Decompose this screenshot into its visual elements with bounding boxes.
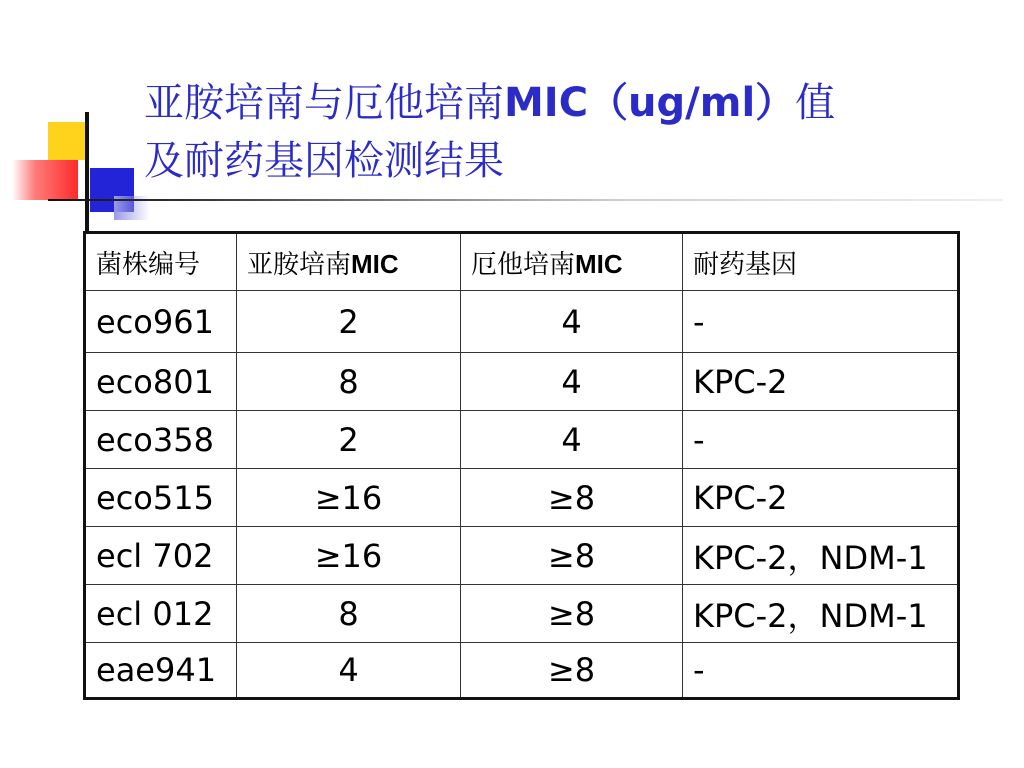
table-row xyxy=(85,469,959,527)
header-imipenem-mic: 亚胺培南MIC xyxy=(237,233,461,291)
cell-strain: eco515 xyxy=(85,469,237,527)
table-row xyxy=(85,353,959,411)
cell-strain: eco358 xyxy=(85,411,237,469)
cell-imipenem: 2 xyxy=(237,291,461,353)
table-row xyxy=(85,411,959,469)
cell-strain: eco961 xyxy=(85,291,237,353)
decorative-red-bar xyxy=(12,160,78,200)
table-row xyxy=(85,643,959,699)
cell-gene: KPC-2 xyxy=(683,353,959,411)
decorative-vertical-line xyxy=(85,112,89,232)
cell-ertapenem: ≥8 xyxy=(461,527,683,585)
title-line-1-bold: MIC（ug/ml） xyxy=(504,80,796,126)
title-underline xyxy=(48,199,1003,201)
cell-gene: - xyxy=(683,411,959,469)
cell-ertapenem: 4 xyxy=(461,353,683,411)
mic-results-table xyxy=(83,231,960,700)
header-resistance-gene: 耐药基因 xyxy=(683,233,959,291)
cell-ertapenem: ≥8 xyxy=(461,469,683,527)
cell-gene: KPC-2，NDM-1 xyxy=(683,585,959,643)
title-line-1-text: 亚胺培南与厄他培南 xyxy=(144,80,504,126)
cell-gene: KPC-2，NDM-1 xyxy=(683,527,959,585)
cell-ertapenem: ≥8 xyxy=(461,643,683,699)
cell-gene: - xyxy=(683,291,959,353)
cell-ertapenem: 4 xyxy=(461,291,683,353)
table-row xyxy=(85,291,959,353)
cell-strain: eco801 xyxy=(85,353,237,411)
cell-imipenem: 2 xyxy=(237,411,461,469)
cell-gene: KPC-2 xyxy=(683,469,959,527)
cell-ertapenem: ≥8 xyxy=(461,585,683,643)
table-row xyxy=(85,527,959,585)
title-line-2: 及耐药基因检测结果 xyxy=(144,138,504,184)
table-header-row xyxy=(85,233,959,291)
title-line-1-end: 值 xyxy=(795,80,836,126)
slide-title xyxy=(144,74,1004,190)
table-row xyxy=(85,585,959,643)
cell-strain: eae941 xyxy=(85,643,237,699)
cell-imipenem: 8 xyxy=(237,353,461,411)
cell-imipenem: ≥16 xyxy=(237,469,461,527)
cell-strain: ecl 702 xyxy=(85,527,237,585)
cell-strain: ecl 012 xyxy=(85,585,237,643)
header-ertapenem-mic: 厄他培南MIC xyxy=(461,233,683,291)
decorative-yellow-square xyxy=(48,122,86,160)
header-strain-id: 菌株编号 xyxy=(85,233,237,291)
title-line-1 xyxy=(144,74,1004,132)
cell-imipenem: 4 xyxy=(237,643,461,699)
cell-gene: - xyxy=(683,643,959,699)
cell-ertapenem: 4 xyxy=(461,411,683,469)
cell-imipenem: ≥16 xyxy=(237,527,461,585)
cell-imipenem: 8 xyxy=(237,585,461,643)
